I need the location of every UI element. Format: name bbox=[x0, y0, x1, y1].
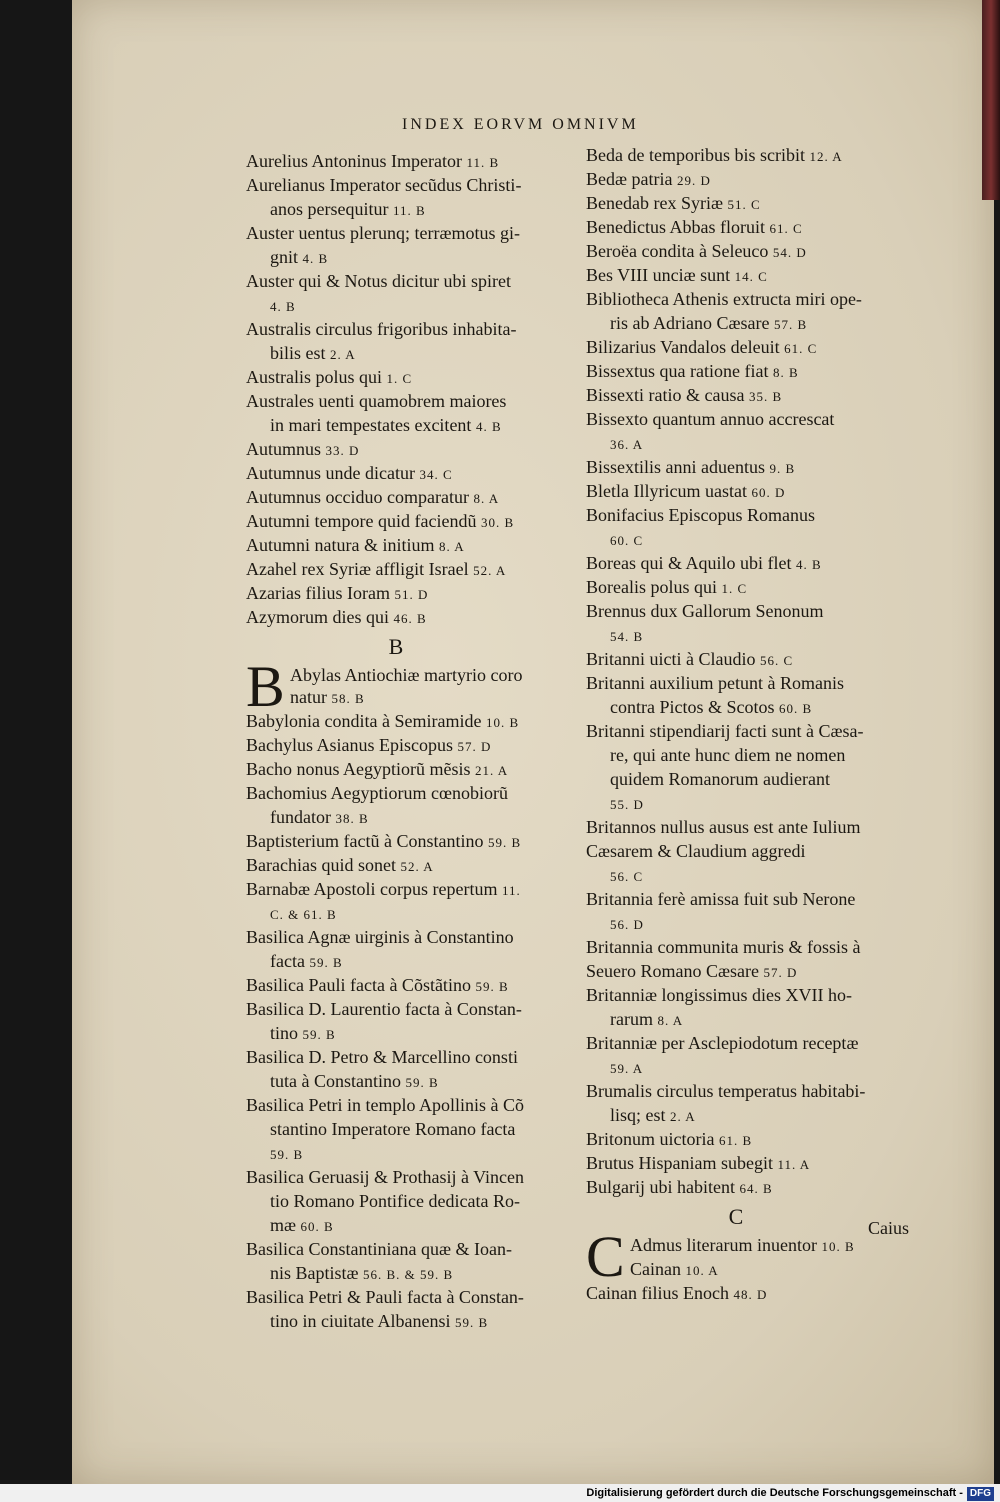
index-entry bbox=[586, 336, 931, 360]
entry-reference: C. & 61. B bbox=[270, 907, 337, 922]
entry-text: Bissexto quantum annuo accrescat bbox=[586, 409, 835, 429]
index-entry bbox=[586, 648, 931, 672]
entry-reference: 30. B bbox=[480, 515, 515, 530]
entry-reference: 57. D bbox=[763, 965, 798, 980]
entry-reference: 58. B bbox=[331, 691, 365, 706]
entry-reference: 48. D bbox=[733, 1287, 768, 1302]
index-entry bbox=[246, 878, 586, 902]
entry-text: stantino Imperatore Romano facta bbox=[270, 1119, 516, 1139]
entry-reference: 10. B bbox=[821, 1239, 855, 1254]
index-entry bbox=[246, 582, 586, 606]
entry-reference: 59. B bbox=[302, 1027, 336, 1042]
dropcap-letter: C bbox=[586, 1224, 625, 1289]
index-entry bbox=[246, 758, 586, 782]
index-entry bbox=[586, 1104, 931, 1128]
entry-text: Bes VIII unciæ sunt bbox=[586, 265, 731, 285]
entry-reference: 60. C bbox=[610, 533, 644, 548]
entry-reference: 2. A bbox=[670, 1109, 696, 1124]
footer-bar bbox=[0, 1484, 1000, 1502]
entry-reference: 51. D bbox=[394, 587, 429, 602]
index-entry bbox=[586, 1032, 931, 1056]
index-entry bbox=[246, 950, 586, 974]
index-entry bbox=[586, 768, 931, 792]
entry-reference: 57. B bbox=[773, 317, 808, 332]
index-entry bbox=[246, 1214, 586, 1238]
entry-text: Britannos nullus ausus est ante Iulium bbox=[586, 817, 861, 837]
entry-reference: 4. B bbox=[795, 557, 822, 572]
index-entry bbox=[246, 486, 586, 510]
index-entry bbox=[586, 696, 931, 720]
entry-reference: 36. A bbox=[610, 437, 644, 452]
entry-reference: 46. B bbox=[393, 611, 427, 626]
footer-text: Digitalisierung gefördert durch die Deutsche Forschungsgemeinschaft - bbox=[586, 1487, 963, 1499]
index-entry bbox=[246, 1046, 586, 1070]
entry-text: Basilica Constantiniana quæ & Ioan- bbox=[246, 1239, 512, 1259]
index-entry bbox=[246, 294, 586, 318]
entry-text: mæ bbox=[270, 1215, 297, 1235]
index-entry bbox=[246, 734, 586, 758]
entry-text: Barnabæ Apostoli corpus repertum bbox=[246, 879, 498, 899]
entry-reference: 56. C bbox=[610, 869, 644, 884]
index-entry bbox=[246, 462, 586, 486]
entry-text: contra Pictos & Scotos bbox=[610, 697, 775, 717]
entry-reference: 1. C bbox=[721, 581, 748, 596]
entry-text: lisq; est bbox=[610, 1105, 666, 1125]
entry-text: Bachomius Aegyptiorum cœnobiorũ bbox=[246, 783, 508, 803]
entry-text: Basilica Petri & Pauli facta à Constan- bbox=[246, 1287, 524, 1307]
entry-reference: 59. B bbox=[475, 979, 509, 994]
index-entry bbox=[246, 558, 586, 582]
running-header: INDEX EORVM OMNIVM bbox=[402, 116, 639, 133]
index-entry bbox=[630, 1258, 931, 1282]
index-entry bbox=[586, 288, 931, 312]
index-entry bbox=[586, 480, 931, 504]
entry-reference: 4. B bbox=[270, 299, 296, 314]
entry-text: Seuero Romano Cæsare bbox=[586, 961, 759, 981]
entry-text: Britonum uictoria bbox=[586, 1129, 715, 1149]
index-entry bbox=[246, 902, 586, 926]
entry-text: Autumnus bbox=[246, 439, 322, 459]
left-entries-b bbox=[246, 710, 586, 1334]
entry-text: Bachylus Asianus Episcopus bbox=[246, 735, 453, 755]
index-entry bbox=[246, 1262, 586, 1286]
entry-reference: 35. B bbox=[748, 389, 783, 404]
entry-reference: 10. A bbox=[685, 1263, 719, 1278]
entry-text: Basilica D. Laurentio facta à Constan- bbox=[246, 999, 522, 1019]
entry-reference: 52. A bbox=[473, 563, 507, 578]
dfg-logo: DFG bbox=[967, 1487, 994, 1501]
entry-text: Bulgarij ubi habitent bbox=[586, 1177, 735, 1197]
entry-reference: 38. B bbox=[335, 811, 369, 826]
index-entry bbox=[246, 806, 586, 830]
index-entry bbox=[246, 1094, 586, 1118]
entry-text: in mari tempestates excitent bbox=[270, 415, 472, 435]
entry-text: Basilica D. Petro & Marcellino consti bbox=[246, 1047, 518, 1067]
entry-reference: 4. B bbox=[475, 419, 502, 434]
index-entry bbox=[586, 600, 931, 624]
right-entries-c bbox=[586, 1282, 931, 1306]
index-entry bbox=[246, 150, 586, 174]
index-entry bbox=[586, 144, 931, 168]
entry-reference: 56. B. & 59. B bbox=[363, 1267, 454, 1282]
entry-reference: 11. B bbox=[466, 155, 500, 170]
catchword: Caius bbox=[868, 1218, 910, 1238]
entry-text: Cainan filius Enoch bbox=[586, 1283, 729, 1303]
entry-text: Auster qui & Notus dicitur ubi spiret bbox=[246, 271, 511, 291]
index-entry bbox=[586, 888, 931, 912]
entry-reference: 10. B bbox=[485, 715, 520, 730]
entry-text: Autumni tempore quid faciendũ bbox=[246, 511, 477, 531]
index-entry bbox=[586, 504, 931, 528]
index-entry bbox=[246, 246, 586, 270]
entry-reference: 11. B bbox=[392, 203, 426, 218]
index-entry bbox=[246, 342, 586, 366]
index-entry bbox=[246, 1238, 586, 1262]
dropcap-letter: B bbox=[246, 654, 285, 719]
index-entry bbox=[586, 960, 931, 984]
index-entry bbox=[586, 1056, 931, 1080]
entry-reference: 12. A bbox=[809, 149, 843, 164]
entry-reference: 1. C bbox=[386, 371, 413, 386]
index-entry bbox=[586, 816, 931, 840]
entry-text: fundator bbox=[270, 807, 331, 827]
entry-reference: 57. D bbox=[457, 739, 492, 754]
entry-text: Brennus dux Gallorum Senonum bbox=[586, 601, 824, 621]
entry-text: tio Romano Pontifice dedicata Ro- bbox=[270, 1191, 520, 1211]
entry-text: Bletla Illyricum uastat bbox=[586, 481, 747, 501]
entry-reference: 61. C bbox=[784, 341, 818, 356]
entry-text: Australes uenti quamobrem maiores bbox=[246, 391, 507, 411]
index-entry bbox=[586, 744, 931, 768]
index-entry bbox=[586, 432, 931, 456]
entry-text: Britanni auxilium petunt à Romanis bbox=[586, 673, 844, 693]
index-entry bbox=[246, 438, 586, 462]
index-entry bbox=[246, 510, 586, 534]
index-entry bbox=[246, 1310, 586, 1334]
index-entry bbox=[586, 576, 931, 600]
entry-text: Azymorum dies qui bbox=[246, 607, 389, 627]
index-entry bbox=[586, 1128, 931, 1152]
entry-text: bilis est bbox=[270, 343, 326, 363]
entry-text: Aurelianus Imperator secũdus Christi- bbox=[246, 175, 522, 195]
entry-text: Borealis polus qui bbox=[586, 577, 717, 597]
entry-text: Beda de temporibus bis scribit bbox=[586, 145, 805, 165]
index-entry bbox=[246, 782, 586, 806]
index-entry bbox=[246, 1118, 586, 1142]
entry-text: Britannia ferè amissa fuit sub Nerone bbox=[586, 889, 856, 909]
left-column bbox=[246, 150, 586, 1334]
entry-reference: 56. C bbox=[759, 653, 794, 668]
index-entry bbox=[246, 1070, 586, 1094]
entry-text: Britanni uicti à Claudio bbox=[586, 649, 756, 669]
entry-reference: 59. B bbox=[270, 1147, 304, 1162]
entry-reference: 59. B bbox=[454, 1315, 489, 1330]
entry-text: Barachias quid sonet bbox=[246, 855, 396, 875]
entry-text: Auster uentus plerunq; terræmotus gi- bbox=[246, 223, 520, 243]
index-entry bbox=[246, 1190, 586, 1214]
entry-text: tino bbox=[270, 1023, 299, 1043]
entry-text: tino in ciuitate Albanensi bbox=[270, 1311, 451, 1331]
entry-text: gnit bbox=[270, 247, 299, 267]
entry-text: Bacho nonus Aegyptiorũ mẽsis bbox=[246, 759, 471, 779]
entry-reference: 59. A bbox=[610, 1061, 644, 1076]
entry-reference: 60. D bbox=[751, 485, 786, 500]
section-letter-c: C bbox=[728, 1204, 744, 1229]
index-entry bbox=[586, 912, 931, 936]
index-entry bbox=[586, 1176, 931, 1200]
entry-text: Basilica Petri in templo Apollinis à Cõ bbox=[246, 1095, 524, 1115]
entry-reference: 14. C bbox=[734, 269, 768, 284]
entry-reference: 21. A bbox=[474, 763, 509, 778]
right-entries-a bbox=[586, 144, 931, 1200]
entry-text: Britanniæ longissimus dies XVII ho- bbox=[586, 985, 852, 1005]
entry-reference: 9. B bbox=[769, 461, 796, 476]
entry-reference: 59. B bbox=[405, 1075, 439, 1090]
index-entry bbox=[586, 1282, 931, 1306]
entry-text: re, qui ante hunc diem ne nomen bbox=[610, 745, 846, 765]
entry-text: Autumnus occiduo comparatur bbox=[246, 487, 469, 507]
index-entry bbox=[246, 710, 586, 734]
entry-text: Benedab rex Syriæ bbox=[586, 193, 723, 213]
index-entry bbox=[246, 998, 586, 1022]
entry-text: Benedictus Abbas floruit bbox=[586, 217, 765, 237]
entry-text: Cainan bbox=[630, 1259, 681, 1279]
entry-reference: 8. A bbox=[438, 539, 465, 554]
entry-text: Boreas qui & Aquilo ubi flet bbox=[586, 553, 792, 573]
index-entry bbox=[246, 606, 586, 630]
index-entry bbox=[586, 552, 931, 576]
entry-text: Brutus Hispaniam subegit bbox=[586, 1153, 773, 1173]
entry-text: Bissexti ratio & causa bbox=[586, 385, 745, 405]
entry-reference: 2. A bbox=[330, 347, 356, 362]
index-entry bbox=[586, 720, 931, 744]
index-entry bbox=[586, 624, 931, 648]
index-entry bbox=[246, 1142, 586, 1166]
entry-text: Baptisterium factũ à Constantino bbox=[246, 831, 484, 851]
entry-reference: 61. C bbox=[769, 221, 803, 236]
index-entry bbox=[246, 1166, 586, 1190]
entry-reference: 29. D bbox=[676, 173, 711, 188]
entry-reference: 54. D bbox=[772, 245, 807, 260]
entry-text: Bonifacius Episcopus Romanus bbox=[586, 505, 815, 525]
right-column bbox=[586, 144, 931, 1306]
index-entry bbox=[246, 926, 586, 950]
index-entry bbox=[246, 854, 586, 878]
entry-reference: 52. A bbox=[400, 859, 434, 874]
entry-text: Babylonia condita à Semiramide bbox=[246, 711, 482, 731]
entry-reference: 61. B bbox=[718, 1133, 753, 1148]
dropcap-entry-b bbox=[246, 654, 586, 719]
index-entry bbox=[290, 686, 586, 710]
entry-reference: 59. B bbox=[487, 835, 522, 850]
entry-text: Bissextus qua ratione fiat bbox=[586, 361, 769, 381]
index-entry bbox=[586, 168, 931, 192]
entry-text: Azahel rex Syriæ affligit Israel bbox=[246, 559, 469, 579]
index-entry bbox=[586, 264, 931, 288]
entry-reference: 8. A bbox=[473, 491, 500, 506]
entry-reference: 51. C bbox=[727, 197, 761, 212]
entry-reference: 11. A bbox=[777, 1157, 811, 1172]
entry-text: Brumalis circulus temperatus habitabi- bbox=[586, 1081, 866, 1101]
index-entry bbox=[586, 672, 931, 696]
entry-text: Basilica Agnæ uirginis à Constantino bbox=[246, 927, 514, 947]
index-entry bbox=[246, 366, 586, 390]
entry-reference: 56. D bbox=[610, 917, 644, 932]
entry-text: natur bbox=[290, 687, 327, 707]
index-entry bbox=[586, 984, 931, 1008]
entry-text: Britanniæ per Asclepiodotum receptæ bbox=[586, 1033, 859, 1053]
index-entry bbox=[246, 174, 586, 198]
entry-reference: 59. B bbox=[309, 955, 343, 970]
section-letter-b: B bbox=[388, 634, 404, 659]
entry-text: Basilica Geruasij & Prothasij à Vincen bbox=[246, 1167, 525, 1187]
index-entry bbox=[586, 192, 931, 216]
index-entry bbox=[246, 414, 586, 438]
entry-text: Bissextilis anni aduentus bbox=[586, 457, 765, 477]
entry-text: Basilica Pauli facta à Cõstãtino bbox=[246, 975, 471, 995]
entry-reference: 34. C bbox=[419, 467, 453, 482]
index-entry bbox=[246, 1286, 586, 1310]
index-entry bbox=[586, 360, 931, 384]
index-entry bbox=[586, 1152, 931, 1176]
entry-text: facta bbox=[270, 951, 305, 971]
index-entry bbox=[246, 534, 586, 558]
entry-text: Britanni stipendiarij facti sunt à Cæsa- bbox=[586, 721, 864, 741]
index-entry bbox=[586, 1008, 931, 1032]
index-entry bbox=[586, 528, 931, 552]
entry-reference: 8. A bbox=[657, 1013, 684, 1028]
index-entry bbox=[246, 1022, 586, 1046]
entry-text: Australis circulus frigoribus inhabita- bbox=[246, 319, 517, 339]
index-entry bbox=[586, 1080, 931, 1104]
entry-text: Admus literarum inuentor bbox=[630, 1235, 817, 1255]
index-entry bbox=[586, 384, 931, 408]
entry-reference: 33. D bbox=[325, 443, 360, 458]
index-entry bbox=[586, 936, 931, 960]
entry-text: quidem Romanorum audierant bbox=[610, 769, 830, 789]
index-entry bbox=[586, 240, 931, 264]
entry-text: nis Baptistæ bbox=[270, 1263, 359, 1283]
entry-text: ris ab Adriano Cæsare bbox=[610, 313, 770, 333]
index-entry bbox=[246, 318, 586, 342]
index-entry bbox=[246, 974, 586, 998]
left-entries-a bbox=[246, 150, 586, 630]
entry-text: Britannia communita muris & fossis à bbox=[586, 937, 861, 957]
entry-reference: 54. B bbox=[610, 629, 644, 644]
index-entry bbox=[246, 222, 586, 246]
entry-text: Autumni natura & initium bbox=[246, 535, 435, 555]
index-entry bbox=[586, 312, 931, 336]
index-entry bbox=[290, 664, 586, 686]
entry-text: anos persequitur bbox=[270, 199, 389, 219]
entry-reference: 4. B bbox=[302, 251, 329, 266]
entry-reference: 60. B bbox=[779, 701, 813, 716]
entry-text: Beroëa condita à Seleuco bbox=[586, 241, 769, 261]
index-entry bbox=[246, 270, 586, 294]
entry-text: Australis polus qui bbox=[246, 367, 383, 387]
index-entry bbox=[586, 864, 931, 888]
entry-text: Bibliotheca Athenis extructa miri ope- bbox=[586, 289, 862, 309]
index-entry bbox=[586, 792, 931, 816]
entry-reference: 11. bbox=[501, 883, 521, 898]
page-edge bbox=[982, 0, 1000, 200]
index-entry bbox=[586, 408, 931, 432]
entry-text: Bilizarius Vandalos deleuit bbox=[586, 337, 780, 357]
index-entry bbox=[246, 390, 586, 414]
index-entry bbox=[586, 840, 931, 864]
index-entry bbox=[246, 198, 586, 222]
entry-text: Bedæ patria bbox=[586, 169, 673, 189]
entry-text: Azarias filius Ioram bbox=[246, 583, 390, 603]
index-entry bbox=[586, 456, 931, 480]
index-entry bbox=[586, 216, 931, 240]
index-entry bbox=[246, 830, 586, 854]
entry-text: Aurelius Antoninus Imperator bbox=[246, 151, 462, 171]
entry-reference: 64. B bbox=[739, 1181, 773, 1196]
entry-reference: 8. B bbox=[772, 365, 799, 380]
entry-text: tuta à Constantino bbox=[270, 1071, 401, 1091]
entry-text: Abylas Antiochiæ martyrio coro bbox=[290, 665, 523, 685]
entry-text: Autumnus unde dicatur bbox=[246, 463, 415, 483]
entry-reference: 60. B bbox=[300, 1219, 334, 1234]
entry-reference: 55. D bbox=[610, 797, 644, 812]
entry-text: rarum bbox=[610, 1009, 653, 1029]
entry-text: Cæsarem & Claudium aggredi bbox=[586, 841, 806, 861]
